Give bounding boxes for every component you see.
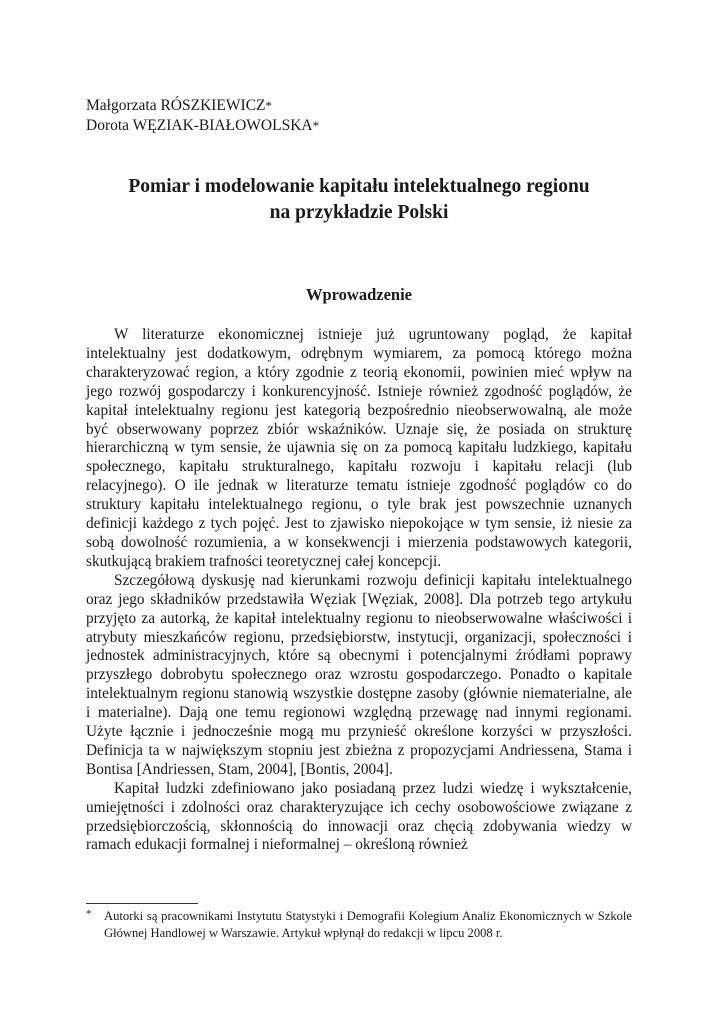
footnote-text: Autorki są pracownikami Instytutu Statystyki i Demografii Kolegium Analiz Ekonomicznych w Szkole Głównej Handlowej w Warszawie. Artykuł wpłynął do redakcji w lipcu 2008 r. <box>104 909 632 940</box>
author-list <box>86 96 632 136</box>
article-page <box>86 96 632 855</box>
title-line-1: Pomiar i modelowanie kapitału intelektualnego regionu <box>128 176 590 197</box>
author-first-name: Małgorzata <box>86 97 157 114</box>
body-paragraph-2: Szczegółową dyskusję nad kierunkami rozwoju definicji kapitału intelektualnego oraz jego składników przedstawiła Węziak [Węziak, 2008]. Dla potrzeb tego artykułu przyjęto za autorką, że kapitał intelektualny regionu to nieobserwowalne właściwości i atrybuty mieszkańców regionu, przedsiębiorstw, instytucji, organizacji, społeczności i jednostek administracyjnych, które są obecnymi i potencjalnymi źródłami poprawy przyszłego dobrobytu społecznego oraz wzrostu gospodarczego. Ponadto o kapitale intelektualnym regionu stanowią wszystkie dostępne zasoby (głównie niematerialne, ale i materialne). Dają one temu regionowi względną przewagę nad innymi regionami. Użyte łącznie i jednocześnie mogą mu przynieść określone korzyści w przyszłości. Definicja ta w największym stopniu jest zbieżna z propozycjami Andriessena, Stama i Bontisa [Andriessen, Stam, 2004], [Bontis, 2004]. <box>86 571 632 778</box>
body-paragraph-1: W literaturze ekonomicznej istnieje już ugruntowany pogląd, że kapitał intelektualny jest dodatkowym, odrębnym wymiarem, za pomocą którego można charakteryzować region, a który zgodnie z teorią ekonomii, powinien mieć wpływ na jego rozwój gospodarczy i konkurencyjność. Istnieje również zgodność poglądów, że kapitał intelektualny regionu jest kategorią bezpośrednio nieobserwowalną, ale może być obserwowany poprzez zbiór wskaźników. Uznaje się, że posiada on strukturę hierarchiczną w tym sensie, że ujawnia się on za pomocą kapitału ludzkiego, kapitału społecznego, kapitału strukturalnego, kapitału rozwoju i kapitału relacji (lub relacyjnego). O ile jednak w literaturze tematu istnieje zgodność poglądów co do struktury kapitału intelektualnego regionu, o tyle brak jest powszechnie uznanych definicji każdego z tych pojęć. Jest to zjawisko niepokojące w tym sensie, iż niesie za sobą dowolność rozumienia, a w konsekwencji i mierzenia podstawowych kategorii, skutkującą brakiem trafności teoretycznej całej koncepcji. <box>86 326 632 570</box>
author-first-name: Dorota <box>86 117 130 134</box>
author-2 <box>86 116 632 136</box>
author-last-name: RÓSZKIEWICZ <box>160 97 266 114</box>
footnote <box>86 908 632 942</box>
section-heading: Wprowadzenie <box>305 285 413 304</box>
title-line-2: na przykładzie Polski <box>269 202 449 223</box>
footnote-divider <box>86 903 198 904</box>
author-footnote-marker: * <box>312 118 320 133</box>
author-footnote-marker: * <box>265 98 272 113</box>
body-paragraph-3: Kapitał ludzki zdefiniowano jako posiadaną przez ludzi wiedzę i wykształcenie, umiejętności i zdolności oraz charakteryzujące ich cechy osobowościowe związane z przedsiębiorczością, skłonnością do innowacji oraz chęcią zdobywania wiedzy w ramach edukacji formalnej i nieformalnej – określoną również <box>86 779 632 854</box>
author-1 <box>86 96 632 116</box>
author-last-name: WĘZIAK-BIAŁOWOLSKA <box>132 117 313 134</box>
article-title <box>86 174 632 226</box>
footnote-marker: * <box>86 908 92 920</box>
